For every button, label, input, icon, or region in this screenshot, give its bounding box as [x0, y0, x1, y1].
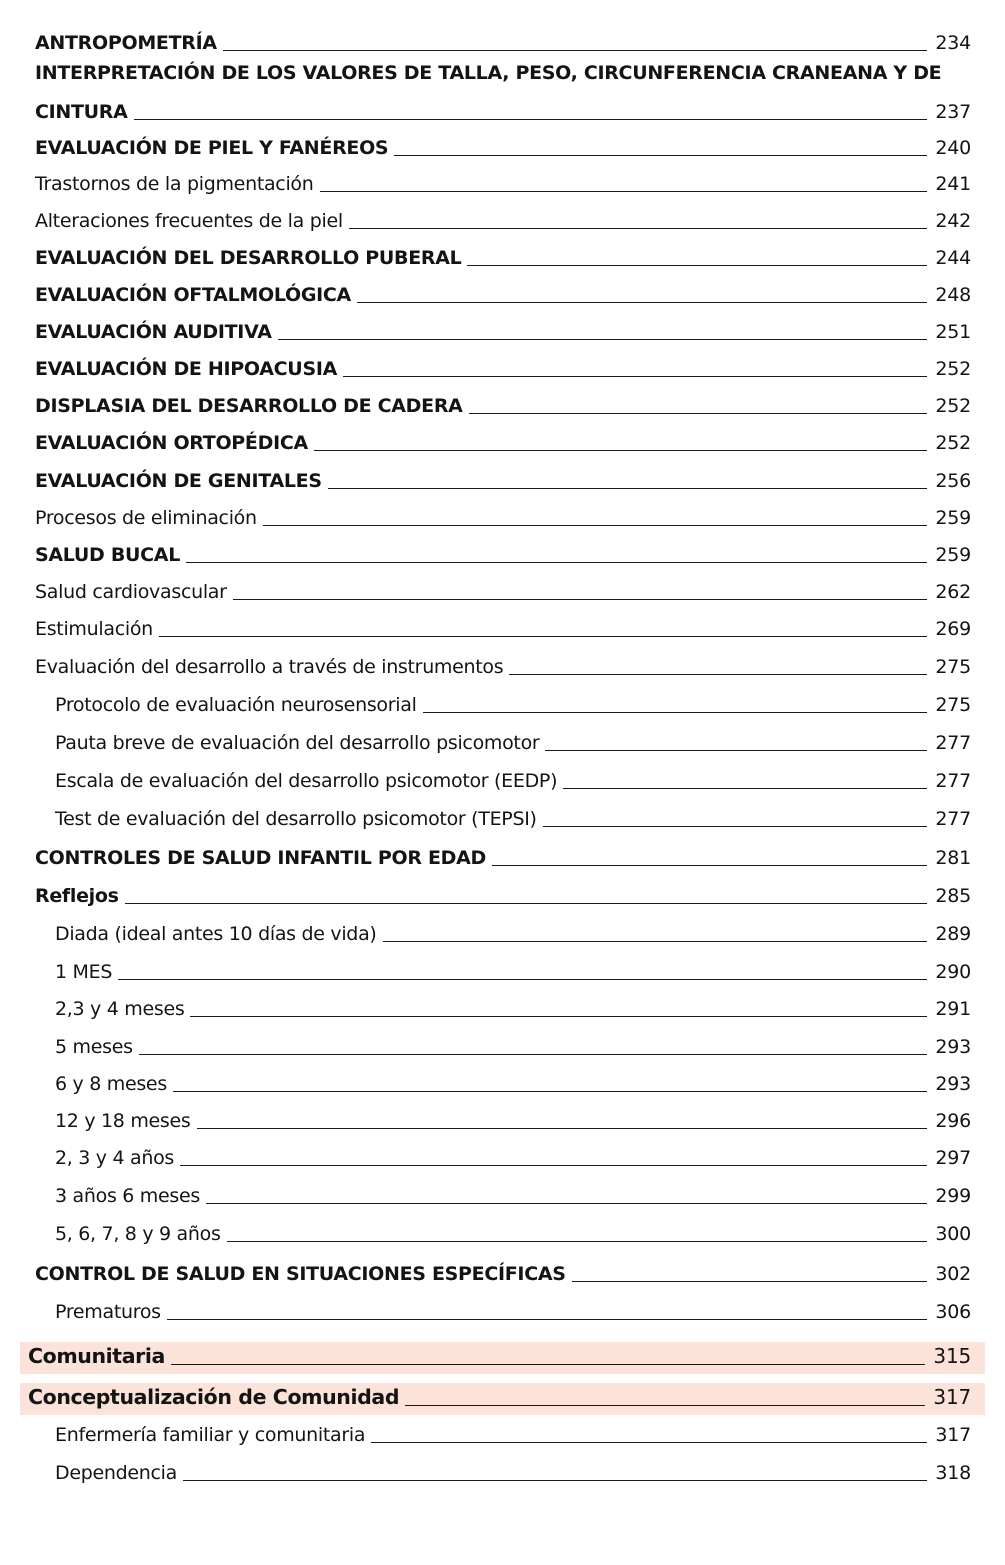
toc-entry-title: EVALUACIÓN DE GENITALES — [35, 470, 322, 492]
toc-entry[interactable] — [0, 241, 1005, 275]
toc-entry-title: Salud cardiovascular — [35, 581, 227, 603]
toc-entry[interactable] — [0, 389, 1005, 423]
toc-entry-page-number: 296 — [935, 1110, 971, 1132]
toc-leader-line — [545, 750, 927, 751]
toc-leader-line — [328, 488, 927, 489]
toc-section-heading[interactable] — [20, 1342, 985, 1374]
toc-entry-page-number: 244 — [935, 247, 971, 269]
toc-entry-title: DISPLASIA DEL DESARROLLO DE CADERA — [35, 395, 463, 417]
toc-leader-line — [233, 599, 927, 600]
toc-entry[interactable] — [0, 764, 1005, 798]
toc-entry[interactable] — [0, 501, 1005, 535]
toc-entry[interactable] — [0, 131, 1005, 165]
toc-entry-title: Prematuros — [55, 1301, 161, 1323]
toc-leader-line — [227, 1241, 927, 1242]
toc-leader-line — [371, 1442, 927, 1443]
toc-entry[interactable] — [0, 879, 1005, 913]
toc-entry-page-number: 237 — [935, 101, 971, 123]
toc-entry-page-number: 269 — [935, 618, 971, 640]
toc-entry-title: CONTROL DE SALUD EN SITUACIONES ESPECÍFICAS — [35, 1263, 566, 1285]
toc-entry[interactable] — [0, 1456, 1005, 1490]
toc-entry-title: 2,3 y 4 meses — [55, 998, 185, 1020]
toc-entry-page-number: 241 — [935, 173, 971, 195]
toc-entry-title: EVALUACIÓN ORTOPÉDICA — [35, 432, 308, 454]
toc-entry-title: EVALUACIÓN DEL DESARROLLO PUBERAL — [35, 247, 462, 269]
toc-entry-page-number: 293 — [935, 1073, 971, 1095]
toc-entry[interactable] — [0, 1030, 1005, 1064]
toc-entry[interactable] — [0, 1418, 1005, 1452]
toc-entry[interactable] — [0, 726, 1005, 760]
toc-entry-page-number: 240 — [935, 137, 971, 159]
toc-entry-page-number: 291 — [935, 998, 971, 1020]
toc-entry-title-line1: INTERPRETACIÓN DE LOS VALORES DE TALLA, PESO, CIRCUNFERENCIA CRANEANA Y DE — [35, 62, 942, 84]
toc-leader-line — [139, 1054, 927, 1055]
toc-entry-title: Estimulación — [35, 618, 153, 640]
toc-entry-title: Dependencia — [55, 1462, 177, 1484]
toc-leader-line — [509, 674, 927, 675]
toc-entry-page-number: 299 — [935, 1185, 971, 1207]
toc-entry-page-number: 252 — [935, 432, 971, 454]
toc-entry-title: Pauta breve de evaluación del desarrollo psicomotor — [55, 732, 540, 754]
toc-entry-page-number: 302 — [935, 1263, 971, 1285]
toc-entry-title: ANTROPOMETRÍA — [35, 32, 217, 54]
toc-leader-line — [183, 1480, 927, 1481]
toc-leader-line — [197, 1128, 927, 1129]
toc-entry-title: 5 meses — [55, 1036, 133, 1058]
toc-entry-title: EVALUACIÓN DE HIPOACUSIA — [35, 358, 337, 380]
toc-entry[interactable] — [0, 1179, 1005, 1213]
toc-entry-page-number: 256 — [935, 470, 971, 492]
toc-entry-page-number: 259 — [935, 544, 971, 566]
toc-entry-page-number: 251 — [935, 321, 971, 343]
toc-entry[interactable] — [0, 955, 1005, 989]
toc-leader-line — [383, 941, 927, 942]
toc-entry-page-number: 293 — [935, 1036, 971, 1058]
toc-entry-page-number: 259 — [935, 507, 971, 529]
toc-leader-line — [469, 413, 927, 414]
toc-entry-page-number: 277 — [935, 808, 971, 830]
toc-entry-page-number: 285 — [935, 885, 971, 907]
toc-entry-page-number: 297 — [935, 1147, 971, 1169]
toc-leader-line — [423, 712, 927, 713]
toc-entry-page-number: 248 — [935, 284, 971, 306]
toc-leader-line — [190, 1016, 927, 1017]
toc-entry[interactable] — [0, 315, 1005, 349]
toc-entry-title: EVALUACIÓN AUDITIVA — [35, 321, 272, 343]
toc-leader-line — [159, 636, 927, 637]
toc-entry[interactable] — [0, 575, 1005, 609]
toc-entry[interactable] — [0, 538, 1005, 572]
toc-entry[interactable] — [0, 1067, 1005, 1101]
toc-entry-title: Evaluación del desarrollo a través de instrumentos — [35, 656, 504, 678]
toc-entry[interactable] — [0, 426, 1005, 460]
toc-entry-page-number: 317 — [933, 1385, 971, 1409]
toc-leader-line — [263, 525, 927, 526]
toc-entry-page-number: 289 — [935, 923, 971, 945]
toc-leader-line — [171, 1364, 925, 1365]
toc-entry[interactable] — [0, 1141, 1005, 1175]
toc-entry-title: 1 MES — [55, 961, 113, 983]
toc-entry-title: Procesos de eliminación — [35, 507, 257, 529]
toc-leader-line — [206, 1203, 927, 1204]
toc-leader-line — [167, 1319, 927, 1320]
toc-entry[interactable] — [0, 802, 1005, 836]
toc-entry[interactable] — [0, 1217, 1005, 1251]
toc-entry-title: Protocolo de evaluación neurosensorial — [55, 694, 417, 716]
toc-leader-line — [320, 191, 927, 192]
toc-leader-line — [173, 1091, 927, 1092]
toc-leader-line — [134, 119, 927, 120]
toc-entry[interactable] — [0, 26, 1005, 60]
toc-entry-page-number: 317 — [935, 1424, 971, 1446]
toc-entry-title: 5, 6, 7, 8 y 9 años — [55, 1223, 221, 1245]
toc-leader-line — [186, 562, 927, 563]
toc-entry-title: Escala de evaluación del desarrollo psicomotor (EEDP) — [55, 770, 558, 792]
toc-entry[interactable] — [0, 352, 1005, 386]
toc-leader-line — [467, 265, 927, 266]
toc-entry-page-number: 315 — [933, 1344, 971, 1368]
toc-entry-page-number: 277 — [935, 732, 971, 754]
toc-leader-line — [278, 339, 927, 340]
toc-entry-title: Conceptualización de Comunidad — [28, 1385, 400, 1409]
toc-entry[interactable] — [0, 464, 1005, 498]
toc-entry-page-number: 262 — [935, 581, 971, 603]
toc-entry-title: Diada (ideal antes 10 días de vida) — [55, 923, 377, 945]
toc-entry-page-number: 275 — [935, 656, 971, 678]
toc-leader-line — [125, 903, 927, 904]
toc-entry[interactable] — [0, 1104, 1005, 1138]
toc-leader-line — [343, 376, 927, 377]
toc-entry[interactable] — [0, 650, 1005, 684]
toc-entry-page-number: 234 — [935, 32, 971, 54]
toc-entry-title: Enfermería familiar y comunitaria — [55, 1424, 366, 1446]
toc-entry-page-number: 242 — [935, 210, 971, 232]
toc-entry-title: EVALUACIÓN OFTALMOLÓGICA — [35, 284, 351, 306]
toc-leader-line — [405, 1405, 925, 1406]
toc-leader-line — [180, 1165, 927, 1166]
toc-section-heading[interactable] — [20, 1383, 985, 1415]
toc-entry-title: SALUD BUCAL — [35, 544, 180, 566]
toc-entry[interactable] — [0, 992, 1005, 1026]
toc-entry-title: Comunitaria — [28, 1344, 165, 1368]
toc-entry-page-number: 290 — [935, 961, 971, 983]
toc-leader-line — [223, 50, 927, 51]
toc-leader-line — [357, 302, 927, 303]
toc-entry[interactable] — [0, 204, 1005, 238]
toc-entry[interactable] — [0, 62, 1005, 129]
toc-entry-title: 6 y 8 meses — [55, 1073, 167, 1095]
toc-entry-title: CINTURA — [35, 101, 128, 123]
toc-entry-title: 3 años 6 meses — [55, 1185, 200, 1207]
toc-entry-title: 12 y 18 meses — [55, 1110, 191, 1132]
toc-leader-line — [314, 450, 927, 451]
toc-entry-page-number: 281 — [935, 847, 971, 869]
toc-entry[interactable] — [0, 612, 1005, 646]
toc-leader-line — [572, 1281, 927, 1282]
toc-leader-line — [394, 155, 927, 156]
toc-entry[interactable] — [0, 278, 1005, 312]
toc-entry-title: 2, 3 y 4 años — [55, 1147, 175, 1169]
toc-entry-page-number: 275 — [935, 694, 971, 716]
toc-entry-title: Alteraciones frecuentes de la piel — [35, 210, 343, 232]
toc-entry[interactable] — [0, 917, 1005, 951]
toc-entry[interactable] — [0, 688, 1005, 722]
toc-entry[interactable] — [0, 167, 1005, 201]
toc-entry-page-number: 306 — [935, 1301, 971, 1323]
toc-entry-page-number: 252 — [935, 395, 971, 417]
toc-entry[interactable] — [0, 841, 1005, 875]
toc-leader-line — [118, 979, 927, 980]
toc-leader-line — [349, 228, 927, 229]
toc-entry-title: Reflejos — [35, 885, 119, 907]
toc-leader-line — [492, 865, 927, 866]
toc-entry-page-number: 252 — [935, 358, 971, 380]
toc-entry-page-number: 277 — [935, 770, 971, 792]
toc-entry[interactable] — [0, 1257, 1005, 1291]
toc-entry-page-number: 300 — [935, 1223, 971, 1245]
toc-leader-line — [543, 826, 927, 827]
toc-entry-title: CONTROLES DE SALUD INFANTIL POR EDAD — [35, 847, 486, 869]
toc-leader-line — [563, 788, 927, 789]
toc-entry[interactable] — [0, 1295, 1005, 1329]
toc-entry-title: Trastornos de la pigmentación — [35, 173, 314, 195]
toc-entry-title: EVALUACIÓN DE PIEL Y FANÉREOS — [35, 137, 389, 159]
toc-entry-title: Test de evaluación del desarrollo psicomotor (TEPSI) — [55, 808, 537, 830]
toc-entry-page-number: 318 — [935, 1462, 971, 1484]
